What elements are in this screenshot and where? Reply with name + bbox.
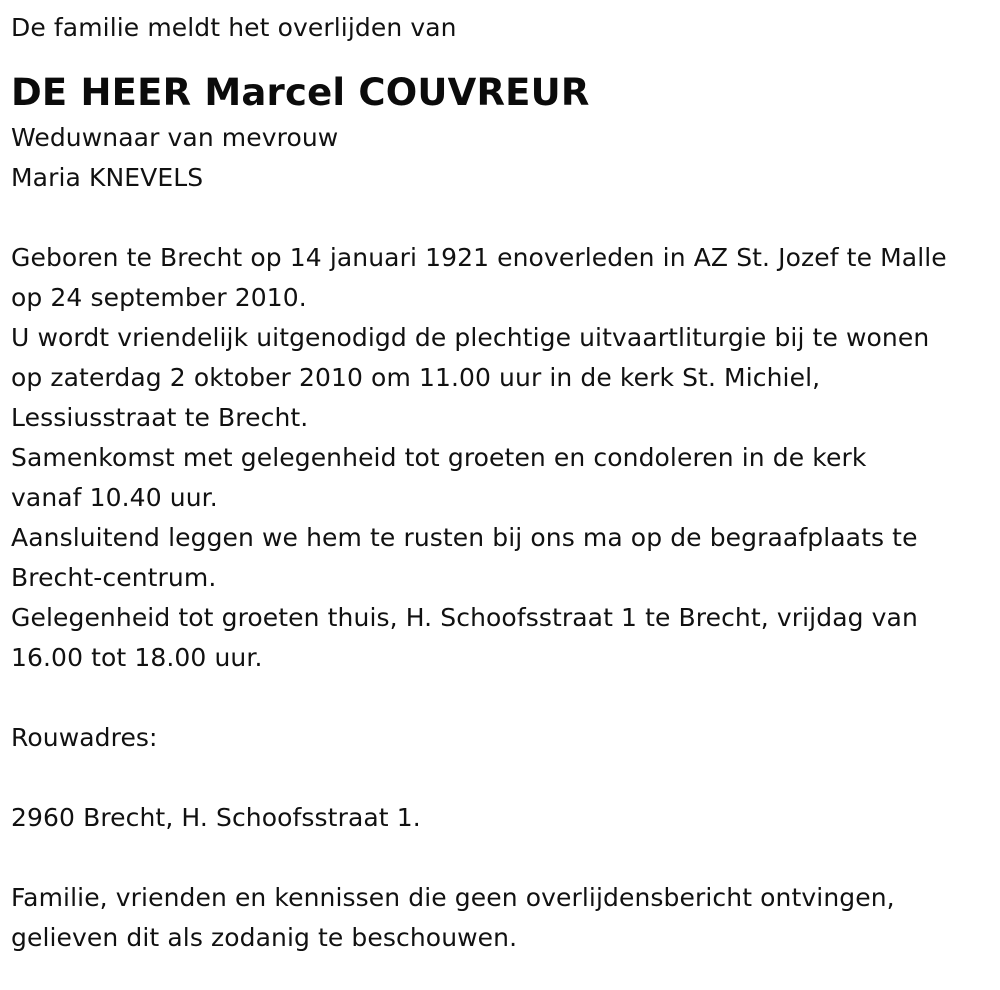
spouse-block xyxy=(11,118,996,198)
body-line: Samenkomst met gelegenheid tot groeten en condoleren in de kerk xyxy=(11,443,867,472)
body-line: vanaf 10.40 uur. xyxy=(11,483,218,512)
closing-text xyxy=(11,878,996,958)
body-text xyxy=(11,238,996,678)
body-line: Geboren te Brecht op 14 januari 1921 enoverleden in AZ St. Jozef te Malle xyxy=(11,243,947,272)
address-label: Rouwadres: xyxy=(11,723,158,752)
body-line: Brecht-centrum. xyxy=(11,563,217,592)
spacer xyxy=(11,198,996,238)
closing-line: gelieven dit als zodanig te beschouwen. xyxy=(11,923,518,952)
spacer xyxy=(11,838,996,878)
body-line: U wordt vriendelijk uitgenodigd de plechtige uitvaartliturgie bij te wonen xyxy=(11,323,930,352)
spouse-name: Maria KNEVELS xyxy=(11,163,204,192)
deceased-name: DE HEER Marcel COUVREUR xyxy=(11,71,590,114)
body-line: Aansluitend leggen we hem te rusten bij ons ma op de begraafplaats te xyxy=(11,523,918,552)
closing-line: Familie, vrienden en kennissen die geen overlijdensbericht ontvingen, xyxy=(11,883,895,912)
intro-text: De familie meldt het overlijden van xyxy=(11,13,457,42)
spacer xyxy=(11,678,996,718)
spacer xyxy=(11,758,996,798)
body-line: 16.00 tot 18.00 uur. xyxy=(11,643,263,672)
body-line: op 24 september 2010. xyxy=(11,283,307,312)
spouse-line: Weduwnaar van mevrouw xyxy=(11,123,339,152)
address-text: 2960 Brecht, H. Schoofsstraat 1. xyxy=(11,803,421,832)
body-line: Gelegenheid tot groeten thuis, H. Schoofsstraat 1 te Brecht, vrijdag van xyxy=(11,603,918,632)
body-line: op zaterdag 2 oktober 2010 om 11.00 uur in de kerk St. Michiel, xyxy=(11,363,821,392)
death-notice xyxy=(11,8,996,958)
body-line: Lessiusstraat te Brecht. xyxy=(11,403,309,432)
